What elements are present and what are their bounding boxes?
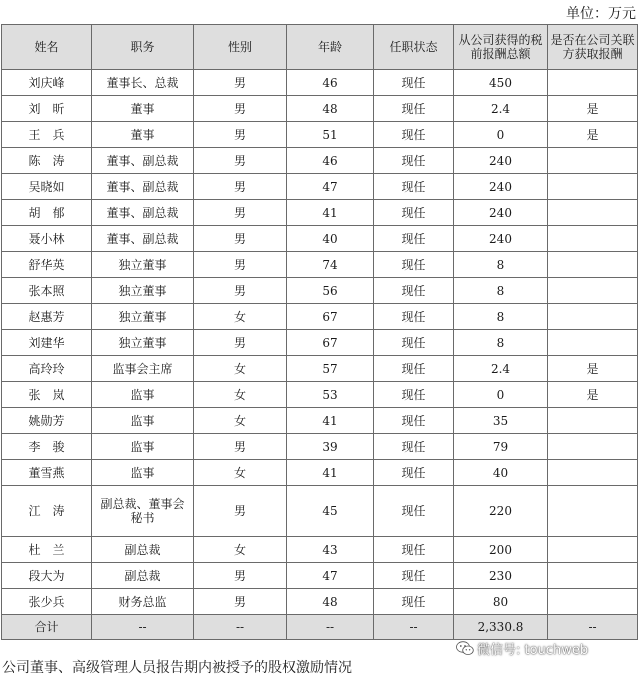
cell-compensation: 35	[454, 408, 548, 434]
cell-gender: 男	[194, 122, 287, 148]
cell-name: 杜 兰	[2, 537, 92, 563]
table-row	[2, 563, 638, 589]
table-row	[2, 382, 638, 408]
cell-compensation: 240	[454, 174, 548, 200]
cell-gender: 男	[194, 434, 287, 460]
watermark-text: 微信号: touchweb	[477, 643, 589, 658]
cell-name: 张少兵	[2, 589, 92, 615]
cell-status: 现任	[374, 96, 454, 122]
cell-age: 48	[287, 589, 374, 615]
cell-title: 监事	[92, 382, 194, 408]
cell-gender: 女	[194, 537, 287, 563]
table-row	[2, 278, 638, 304]
cell-name: 江 涛	[2, 486, 92, 537]
cell-related-party	[548, 278, 638, 304]
cell-gender: 女	[194, 356, 287, 382]
cell-related-party: 是	[548, 356, 638, 382]
table-row	[2, 589, 638, 615]
cell-status: 现任	[374, 486, 454, 537]
cell-title: 董事、副总裁	[92, 200, 194, 226]
cell-name: 段大为	[2, 563, 92, 589]
cell-status: 现任	[374, 148, 454, 174]
cell-age: 39	[287, 434, 374, 460]
cell-gender: 男	[194, 330, 287, 356]
cell-gender: 男	[194, 563, 287, 589]
table-row	[2, 434, 638, 460]
cell-age: 67	[287, 330, 374, 356]
cell-age: 47	[287, 174, 374, 200]
total-related-cell: --	[548, 615, 638, 640]
header-compensation	[454, 25, 548, 70]
table-row	[2, 408, 638, 434]
cell-gender: 男	[194, 278, 287, 304]
cell-compensation: 200	[454, 537, 548, 563]
header-title: 职务	[92, 25, 194, 70]
cell-title: 监事	[92, 408, 194, 434]
cell-related-party: 是	[548, 96, 638, 122]
cell-title: 董事、副总裁	[92, 174, 194, 200]
cell-status: 现任	[374, 70, 454, 96]
header-compensation-line-1: 从公司获得的税	[458, 33, 543, 47]
cell-title: 董事	[92, 96, 194, 122]
cell-status: 现任	[374, 200, 454, 226]
cell-age: 46	[287, 70, 374, 96]
table-row	[2, 330, 638, 356]
cell-related-party: 是	[548, 382, 638, 408]
cell-related-party: 是	[548, 122, 638, 148]
cell-compensation: 2.4	[454, 96, 548, 122]
cell-compensation: 240	[454, 226, 548, 252]
wechat-icon	[456, 641, 474, 656]
cell-compensation: 240	[454, 148, 548, 174]
table-row	[2, 486, 638, 537]
table-row	[2, 356, 638, 382]
cell-gender: 男	[194, 174, 287, 200]
total-status-cell: --	[374, 615, 454, 640]
cell-related-party	[548, 537, 638, 563]
table-row	[2, 148, 638, 174]
cell-compensation: 230	[454, 563, 548, 589]
table-row	[2, 70, 638, 96]
cell-name: 高玲玲	[2, 356, 92, 382]
cell-compensation: 450	[454, 70, 548, 96]
cell-name: 张本照	[2, 278, 92, 304]
cell-title: 独立董事	[92, 330, 194, 356]
cell-name: 刘庆峰	[2, 70, 92, 96]
cell-title: 监事	[92, 460, 194, 486]
cell-age: 41	[287, 200, 374, 226]
header-name: 姓名	[2, 25, 92, 70]
total-compensation: 2,330.8	[454, 615, 548, 640]
header-age: 年龄	[287, 25, 374, 70]
cell-name: 刘建华	[2, 330, 92, 356]
header-compensation-line-2: 前报酬总额	[470, 47, 531, 61]
compensation-table	[1, 24, 638, 640]
cell-status: 现任	[374, 174, 454, 200]
cell-related-party	[548, 226, 638, 252]
cell-compensation: 80	[454, 589, 548, 615]
table-row	[2, 174, 638, 200]
cell-status: 现任	[374, 589, 454, 615]
cell-age: 51	[287, 122, 374, 148]
cell-compensation: 79	[454, 434, 548, 460]
cell-gender: 男	[194, 486, 287, 537]
cell-related-party	[548, 589, 638, 615]
cell-name: 赵惠芳	[2, 304, 92, 330]
header-gender: 性别	[194, 25, 287, 70]
cell-related-party	[548, 200, 638, 226]
total-age-cell: --	[287, 615, 374, 640]
cell-status: 现任	[374, 537, 454, 563]
cell-gender: 男	[194, 200, 287, 226]
cell-gender: 男	[194, 226, 287, 252]
cell-gender: 男	[194, 148, 287, 174]
cell-status: 现任	[374, 382, 454, 408]
cell-related-party	[548, 148, 638, 174]
header-related-line-1: 是否在公司关联	[550, 33, 635, 47]
cell-title: 财务总监	[92, 589, 194, 615]
cell-compensation: 240	[454, 200, 548, 226]
table-row	[2, 200, 638, 226]
cell-status: 现任	[374, 434, 454, 460]
table-row	[2, 252, 638, 278]
cell-name: 聂小林	[2, 226, 92, 252]
watermark	[456, 639, 588, 658]
section-heading: 公司董事、高级管理人员报告期内被授予的股权激励情况	[2, 660, 352, 676]
cell-name: 胡 郁	[2, 200, 92, 226]
table-row	[2, 226, 638, 252]
cell-status: 现任	[374, 563, 454, 589]
table-row	[2, 122, 638, 148]
cell-gender: 男	[194, 96, 287, 122]
cell-compensation: 8	[454, 304, 548, 330]
cell-title: 董事长、总裁	[92, 70, 194, 96]
cell-title	[92, 486, 194, 537]
total-row	[2, 615, 638, 640]
cell-compensation: 8	[454, 252, 548, 278]
cell-age: 57	[287, 356, 374, 382]
cell-title: 董事、副总裁	[92, 148, 194, 174]
cell-related-party	[548, 330, 638, 356]
cell-related-party	[548, 174, 638, 200]
cell-age: 43	[287, 537, 374, 563]
cell-gender: 男	[194, 252, 287, 278]
table-row	[2, 96, 638, 122]
table-row	[2, 537, 638, 563]
cell-gender: 男	[194, 70, 287, 96]
cell-name: 李 骏	[2, 434, 92, 460]
table-row	[2, 460, 638, 486]
cell-gender: 男	[194, 589, 287, 615]
cell-title: 副总裁	[92, 537, 194, 563]
cell-related-party	[548, 434, 638, 460]
total-title-cell: --	[92, 615, 194, 640]
cell-age: 48	[287, 96, 374, 122]
cell-age: 45	[287, 486, 374, 537]
cell-gender: 女	[194, 382, 287, 408]
cell-compensation: 0	[454, 122, 548, 148]
cell-name: 吴晓如	[2, 174, 92, 200]
cell-title: 独立董事	[92, 278, 194, 304]
cell-age: 40	[287, 226, 374, 252]
cell-age: 74	[287, 252, 374, 278]
cell-compensation: 8	[454, 330, 548, 356]
cell-related-party	[548, 460, 638, 486]
cell-status: 现任	[374, 330, 454, 356]
cell-title: 董事	[92, 122, 194, 148]
cell-title: 副总裁	[92, 563, 194, 589]
total-gender-cell: --	[194, 615, 287, 640]
cell-age: 67	[287, 304, 374, 330]
cell-age: 41	[287, 460, 374, 486]
cell-title: 监事	[92, 434, 194, 460]
cell-related-party	[548, 252, 638, 278]
cell-title-line: 副总裁、董事会	[100, 497, 185, 511]
cell-age: 47	[287, 563, 374, 589]
cell-title: 监事会主席	[92, 356, 194, 382]
cell-status: 现任	[374, 460, 454, 486]
cell-status: 现任	[374, 252, 454, 278]
cell-compensation: 8	[454, 278, 548, 304]
cell-age: 56	[287, 278, 374, 304]
cell-compensation: 40	[454, 460, 548, 486]
cell-name: 陈 涛	[2, 148, 92, 174]
cell-title: 独立董事	[92, 252, 194, 278]
cell-status: 现任	[374, 408, 454, 434]
cell-compensation: 2.4	[454, 356, 548, 382]
cell-name: 董雪燕	[2, 460, 92, 486]
cell-name: 王 兵	[2, 122, 92, 148]
table-row	[2, 304, 638, 330]
cell-status: 现任	[374, 304, 454, 330]
cell-status: 现任	[374, 278, 454, 304]
unit-label: 单位：万元	[566, 6, 636, 22]
cell-gender: 女	[194, 408, 287, 434]
header-status: 任职状态	[374, 25, 454, 70]
cell-compensation: 220	[454, 486, 548, 537]
cell-related-party	[548, 563, 638, 589]
cell-name: 刘 昕	[2, 96, 92, 122]
cell-status: 现任	[374, 122, 454, 148]
cell-name: 张 岚	[2, 382, 92, 408]
cell-title: 独立董事	[92, 304, 194, 330]
cell-gender: 女	[194, 460, 287, 486]
cell-name: 姚勋芳	[2, 408, 92, 434]
cell-title-line: 秘书	[130, 511, 155, 525]
cell-status: 现任	[374, 226, 454, 252]
header-related-line-2: 方获取报酬	[562, 47, 623, 61]
cell-gender: 女	[194, 304, 287, 330]
cell-age: 41	[287, 408, 374, 434]
header-related-party	[548, 25, 638, 70]
header-row	[2, 25, 638, 70]
cell-related-party	[548, 408, 638, 434]
cell-status: 现任	[374, 356, 454, 382]
cell-age: 46	[287, 148, 374, 174]
cell-related-party	[548, 70, 638, 96]
cell-related-party	[548, 304, 638, 330]
cell-age: 53	[287, 382, 374, 408]
cell-name: 舒华英	[2, 252, 92, 278]
cell-related-party	[548, 486, 638, 537]
cell-title: 董事、副总裁	[92, 226, 194, 252]
total-label: 合计	[2, 615, 92, 640]
cell-compensation: 0	[454, 382, 548, 408]
